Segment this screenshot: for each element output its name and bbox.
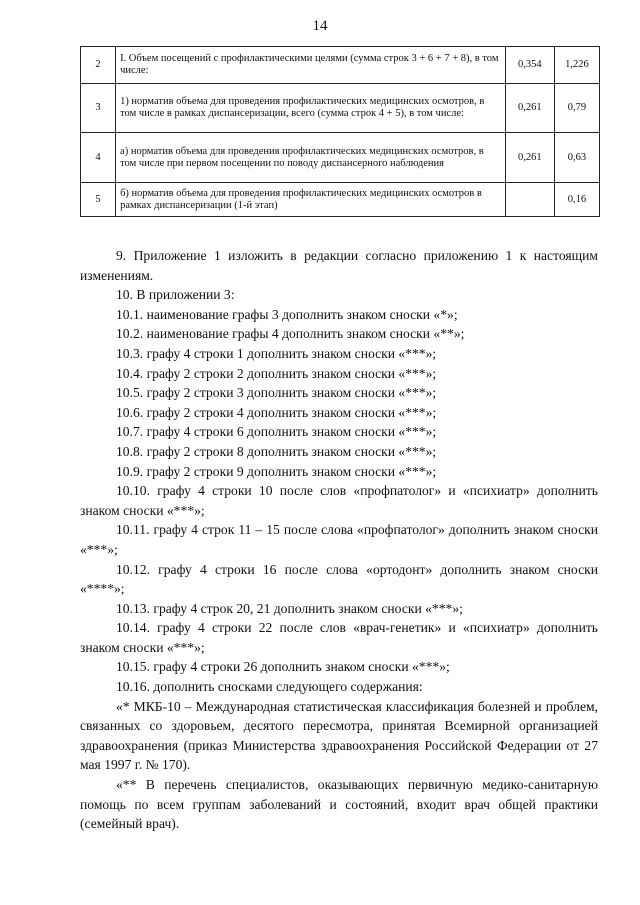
paragraph-10-3: 10.3. графу 4 строки 1 дополнить знаком сноски «***»;	[116, 345, 437, 361]
table-row	[81, 47, 600, 84]
row-description: а) норматив объема для проведения профилактических медицинских осмотров, в том числе при первом посещении по поводу диспансерного наблюдения	[116, 133, 506, 183]
paragraph-10: 10. В приложении 3:	[116, 287, 235, 303]
paragraph-9: 9. Приложение 1 изложить в редакции согласно приложению 1 к настоящим изменениям.	[80, 248, 598, 283]
row-description: 1) норматив объема для проведения профилактических медицинских осмотров, в том числе в рамках диспансеризации, всего (сумма строк 4 + 5), в том числе:	[116, 84, 506, 133]
footnote-icd10: «* МКБ-10 – Международная статистическая классификация болезней и проблем, связанных со здоровьем, десятого пересмотра, принятая Всемирной организацией здравоохранения (приказ Министерства здравоохранения Российской Федерации от 27 мая 1997 г. № 170).	[80, 698, 598, 773]
row-value-1	[505, 183, 554, 217]
paragraph-10-14: 10.14. графу 4 строки 22 после слов «врач-генетик» и «психиатр» дополнить знаком сноски «***»;	[80, 620, 598, 655]
paragraph-10-8: 10.8. графу 2 строки 8 дополнить знаком сноски «***»;	[116, 443, 437, 459]
paragraph-10-1: 10.1. наименование графы 3 дополнить знаком сноски «*»;	[116, 306, 458, 322]
footnote-specialists: «** В перечень специалистов, оказывающих первичную медико-санитарную помощь по всем группам заболеваний и состояний, входит врач общей практики (семейный врач).	[80, 777, 598, 832]
row-value-2: 0,79	[554, 84, 599, 133]
row-value-2: 0,16	[554, 183, 599, 217]
norms-table	[80, 46, 600, 217]
paragraph-10-15: 10.15. графу 4 строки 26 дополнить знаком сноски «***»;	[116, 659, 450, 675]
paragraph-10-9: 10.9. графу 2 строки 9 дополнить знаком сноски «***»;	[116, 463, 437, 479]
document-body	[80, 246, 598, 834]
row-number: 2	[81, 47, 116, 84]
row-value-1: 0,261	[505, 133, 554, 183]
row-value-1: 0,261	[505, 84, 554, 133]
row-number: 4	[81, 133, 116, 183]
table-row	[81, 183, 600, 217]
paragraph-10-11: 10.11. графу 4 строк 11 – 15 после слова «профпатолог» дополнить знаком сноски «***»;	[80, 522, 598, 557]
row-number: 5	[81, 183, 116, 217]
row-value-1: 0,354	[505, 47, 554, 84]
table-row	[81, 84, 600, 133]
paragraph-10-5: 10.5. графу 2 строки 3 дополнить знаком сноски «***»;	[116, 385, 437, 401]
paragraph-10-10: 10.10. графу 4 строки 10 после слов «профпатолог» и «психиатр» дополнить знаком сноски «***»;	[80, 483, 598, 518]
paragraph-10-2: 10.2. наименование графы 4 дополнить знаком сноски «**»;	[116, 326, 465, 342]
paragraph-10-6: 10.6. графу 2 строки 4 дополнить знаком сноски «***»;	[116, 404, 437, 420]
page-number: 14	[312, 18, 328, 34]
row-value-2: 1,226	[554, 47, 599, 84]
row-value-2: 0,63	[554, 133, 599, 183]
row-description: I. Объем посещений с профилактическими целями (сумма строк 3 + 6 + 7 + 8), в том числе:	[116, 47, 506, 84]
paragraph-10-7: 10.7. графу 4 строки 6 дополнить знаком сноски «***»;	[116, 424, 437, 440]
paragraph-10-13: 10.13. графу 4 строк 20, 21 дополнить знаком сноски «***»;	[116, 600, 463, 616]
paragraph-10-12: 10.12. графу 4 строки 16 после слова «ортодонт» дополнить знаком сноски «****»;	[80, 561, 598, 597]
paragraph-10-16: 10.16. дополнить сносками следующего содержания:	[116, 679, 423, 695]
row-description: б) норматив объема для проведения профилактических медицинских осмотров в рамках диспансеризации (1-й этап)	[116, 183, 506, 217]
paragraph-10-4: 10.4. графу 2 строки 2 дополнить знаком сноски «***»;	[116, 365, 437, 381]
row-number: 3	[81, 84, 116, 133]
table-row	[81, 133, 600, 183]
